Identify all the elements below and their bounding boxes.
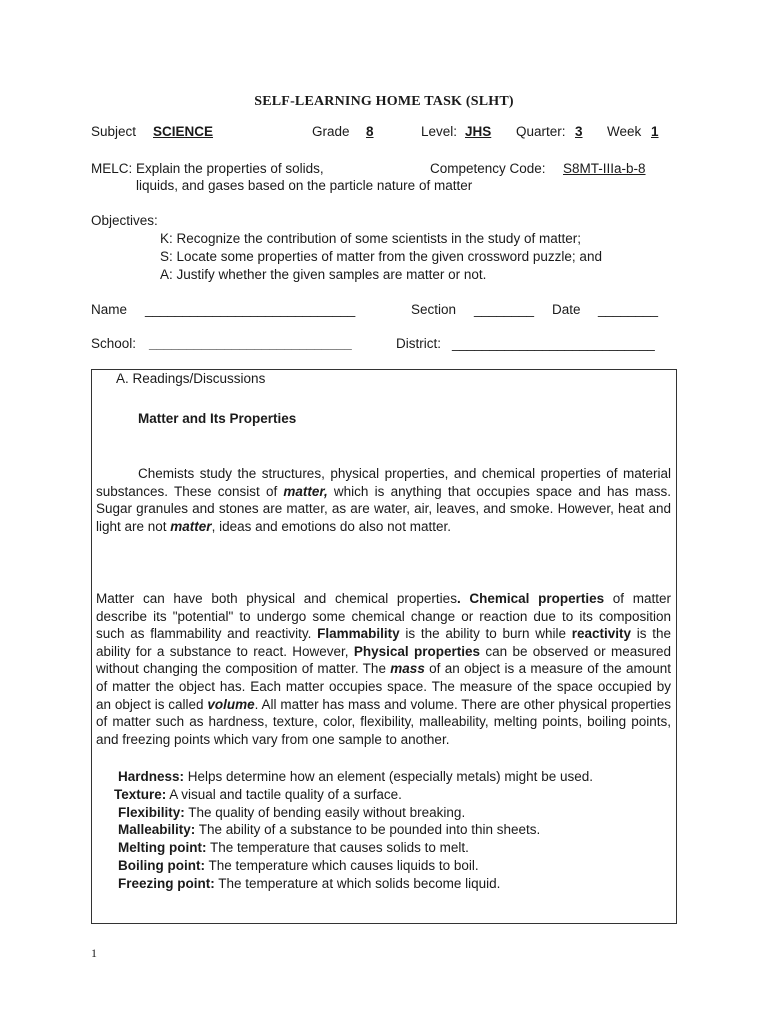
list-item [96, 875, 671, 893]
property-desc: Helps determine how an element (especially metals) might be used. [184, 769, 593, 784]
property-term: Flexibility: [118, 804, 185, 820]
date-label: Date [552, 302, 581, 317]
section-field[interactable]: ________ [474, 302, 535, 317]
melc-line-1: MELC: Explain the properties of solids, [91, 161, 324, 176]
competency-label: Competency Code: [430, 161, 546, 176]
p2-text-3: is the ability to burn while [399, 626, 572, 642]
paragraph-2 [96, 590, 671, 748]
objective-a: A: Justify whether the given samples are matter or not. [160, 267, 487, 282]
objective-s: S: Locate some properties of matter from the given crossword puzzle; and [160, 249, 602, 264]
p1-em-matter-2: matter [170, 518, 212, 534]
p2-text-4: is the ability for a substance to react. However, [96, 626, 671, 659]
property-term: Hardness: [118, 769, 185, 784]
school-label: School: [91, 336, 137, 351]
p2-text-7: . All matter has mass and volume. There are other physical properties of matter such as hardness, texture, color, flexibility, malleability, melting points, boiling points, and freezing points which vary from one sample to another. [96, 696, 671, 747]
property-term: Melting point: [118, 840, 207, 856]
p1-text-1: Chemists study the structures, physical properties, and chemical properties of material substances. These consist of [96, 466, 671, 499]
competency-code: S8MT-IIIa-b-8 [563, 161, 646, 176]
p1-em-matter: matter, [283, 483, 328, 499]
district-label: District: [396, 336, 441, 351]
property-desc: The temperature at which solids become liquid. [214, 875, 501, 891]
subject-value: SCIENCE [153, 124, 214, 139]
list-item [96, 821, 671, 839]
property-term: Boiling point: [118, 857, 205, 873]
quarter-value: 3 [575, 124, 583, 139]
objectives-heading: Objectives: [91, 213, 158, 228]
p1-text-2: which is anything that occupies space and has mass. Sugar granules and stones are matter, as are water, air, leaves, and smoke. However, heat and light are not [96, 483, 671, 534]
paragraph-1 [96, 465, 671, 535]
p2-bold-chemical-properties: . Chemical properties [456, 591, 605, 606]
property-term: Texture: [114, 786, 167, 802]
property-term: Freezing point: [118, 875, 215, 891]
date-field[interactable]: ________ [598, 302, 659, 317]
p1-text-3: , ideas and emotions do also not matter. [211, 518, 451, 534]
week-label: Week [607, 124, 642, 139]
grade-value: 8 [366, 124, 374, 139]
property-term: Malleability: [118, 822, 196, 838]
property-desc: The temperature that causes solids to melt. [206, 840, 469, 856]
melc-line-2: liquids, and gases based on the particle nature of matter [136, 178, 473, 193]
p2-bold-reactivity: reactivity [571, 626, 632, 642]
list-item [96, 857, 671, 875]
name-label: Name [91, 302, 128, 317]
property-desc: A visual and tactile quality of a surface. [166, 786, 402, 802]
subject-label: Subject [91, 124, 137, 139]
list-item [96, 768, 671, 786]
properties-list [96, 768, 671, 893]
readings-heading: Matter and Its Properties [138, 411, 297, 426]
objective-k: K: Recognize the contribution of some scientists in the study of matter; [160, 231, 581, 246]
district-field[interactable]: ___________________________ [452, 336, 655, 351]
p2-text-6: of an object is a measure of the amount of matter the object has. Each matter occupies space. The measure of the space occupied by an object is called [96, 661, 672, 712]
name-field[interactable]: ____________________________ [145, 302, 356, 317]
grade-label: Grade [312, 124, 350, 139]
week-value: 1 [651, 124, 659, 139]
section-label: Section [411, 302, 457, 317]
p2-text-1: Matter can have both physical and chemical properties [96, 591, 457, 606]
p2-bold-flammability: Flammability [317, 626, 400, 642]
property-desc: The ability of a substance to be pounded into thin sheets. [195, 822, 541, 838]
list-item [96, 804, 671, 822]
p2-em-volume: volume [207, 696, 255, 712]
p2-bold-physical-properties: Physical properties [353, 643, 481, 659]
quarter-label: Quarter: [516, 124, 566, 139]
level-label: Level: [421, 124, 458, 139]
level-value: JHS [465, 124, 492, 139]
p2-text-2: of matter describe its "potential" to undergo some chemical change or reaction due to its composition such as flammability and reactivity. [96, 591, 671, 642]
list-item [96, 839, 671, 857]
readings-section-label: A. Readings/Discussions [116, 371, 266, 386]
list-item [96, 786, 671, 804]
p2-em-mass: mass [390, 661, 425, 677]
school-field[interactable]: ___________________________ [149, 336, 352, 351]
page-number: 1 [91, 946, 97, 960]
p2-text-5: can be observed or measured without changing the composition of matter. The [96, 643, 672, 677]
property-desc: The quality of bending easily without breaking. [184, 804, 466, 820]
page-title: SELF-LEARNING HOME TASK (SLHT) [254, 94, 514, 109]
property-desc: The temperature which causes liquids to boil. [204, 857, 479, 873]
